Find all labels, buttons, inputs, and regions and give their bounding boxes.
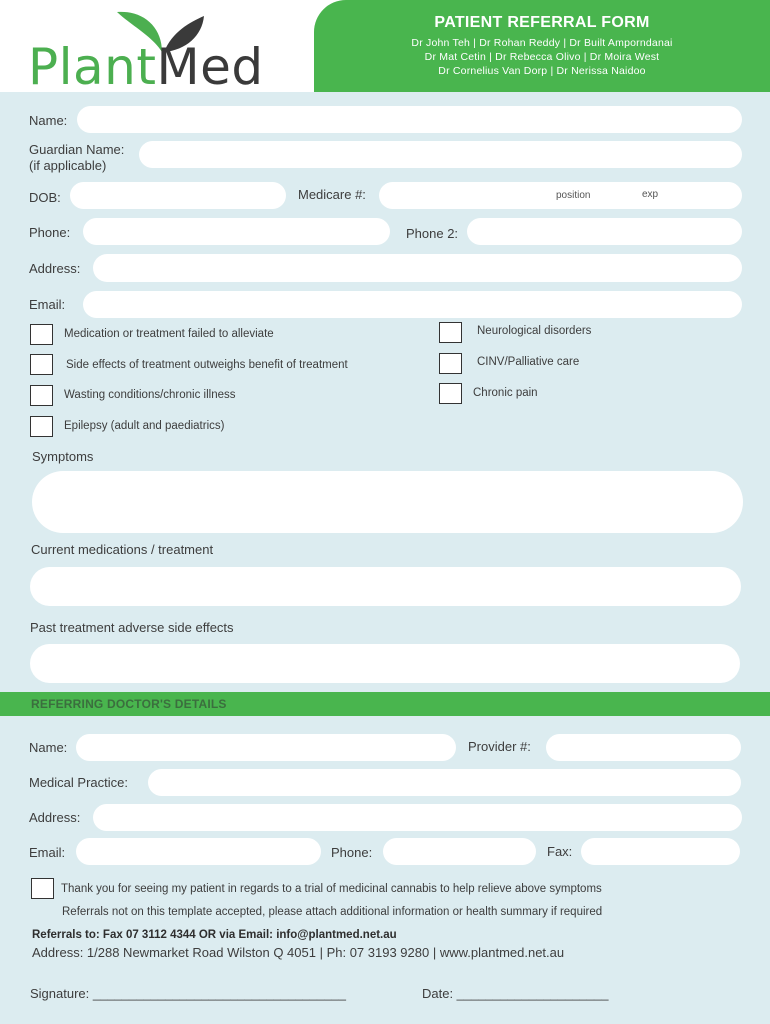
doctor-phone-label: Phone: <box>331 845 373 860</box>
cinv-checkbox[interactable] <box>439 353 462 374</box>
doctor-fax-field[interactable] <box>581 838 740 865</box>
logo-med-text: Med <box>156 38 264 96</box>
patient-name-label: Name: <box>29 113 68 128</box>
current-medications-label: Current medications / treatment <box>31 542 214 557</box>
doctor-fax-label: Fax: <box>547 844 573 859</box>
email-label: Email: <box>29 297 66 312</box>
chronic-pain-checkbox[interactable] <box>439 383 462 404</box>
email-field[interactable] <box>83 291 742 318</box>
medication-failed-label: Medication or treatment failed to alleviate <box>64 328 274 340</box>
medicare-position-hint: position <box>556 190 591 201</box>
side-effects-label: Side effects of treatment outweighs benefit of treatment <box>66 359 348 371</box>
wasting-conditions-label: Wasting conditions/chronic illness <box>64 389 236 401</box>
chronic-pain-label: Chronic pain <box>473 387 538 399</box>
doctor-name-field[interactable] <box>76 734 456 761</box>
neurological-label: Neurological disorders <box>477 325 592 337</box>
provider-field[interactable] <box>546 734 741 761</box>
symptoms-field[interactable] <box>32 471 743 533</box>
phone-field[interactable] <box>83 218 390 245</box>
guardian-name-field[interactable] <box>139 141 742 168</box>
phone2-field[interactable] <box>467 218 742 245</box>
doctors-line-2: Dr Mat Cetin | Dr Rebecca Olivo | Dr Moira West <box>424 51 660 63</box>
clinic-address-text: Address: 1/288 Newmarket Road Wilston Q 4051 | Ph: 07 3193 9280 | www.plantmed.net.au <box>32 945 565 960</box>
provider-label: Provider #: <box>468 739 531 754</box>
medication-failed-checkbox[interactable] <box>30 324 53 345</box>
epilepsy-label: Epilepsy (adult and paediatrics) <box>64 420 225 432</box>
cinv-label: CINV/Palliative care <box>477 356 580 368</box>
doctor-address-field[interactable] <box>93 804 742 831</box>
address-field[interactable] <box>93 254 742 282</box>
medical-practice-field[interactable] <box>148 769 741 796</box>
doctors-line-1: Dr John Teh | Dr Rohan Reddy | Dr Built Amporndanai <box>411 37 673 49</box>
doctor-address-label: Address: <box>29 810 81 825</box>
wasting-conditions-checkbox[interactable] <box>30 385 53 406</box>
neurological-checkbox[interactable] <box>439 322 462 343</box>
side-effects-checkbox[interactable] <box>30 354 53 375</box>
doctor-email-label: Email: <box>29 845 66 860</box>
address-label: Address: <box>29 261 81 276</box>
guardian-name-label: Guardian Name: <box>29 142 125 157</box>
referring-doctor-banner <box>0 692 770 716</box>
thank-you-checkbox[interactable] <box>31 878 54 899</box>
thank-you-text: Thank you for seeing my patient in regards to a trial of medicinal cannabis to help relieve above symptoms <box>61 883 602 895</box>
phone2-label: Phone 2: <box>406 226 459 241</box>
date-line: Date: _____________________ <box>422 986 609 1001</box>
logo-plant-text: Plant <box>28 38 157 96</box>
medicare-exp-hint: exp <box>642 189 659 200</box>
current-medications-field[interactable] <box>30 567 741 606</box>
form-title: PATIENT REFERRAL FORM <box>434 14 650 31</box>
doctor-name-label: Name: <box>29 740 68 755</box>
phone-label: Phone: <box>29 225 71 240</box>
symptoms-label: Symptoms <box>32 449 94 464</box>
past-adverse-label: Past treatment adverse side effects <box>30 620 234 635</box>
doctor-email-field[interactable] <box>76 838 321 865</box>
not-accepted-text: Referrals not on this template accepted, please attach additional information or health summary if required <box>62 906 603 918</box>
form-title-banner <box>314 0 770 92</box>
past-adverse-field[interactable] <box>30 644 740 683</box>
signature-line: Signature: ___________________________________ <box>30 986 346 1001</box>
header-area <box>0 0 770 96</box>
referrals-to-text: Referrals to: Fax 07 3112 4344 OR via Email: info@plantmed.net.au <box>32 929 397 941</box>
medical-practice-label: Medical Practice: <box>29 775 128 790</box>
referring-doctor-title: REFERRING DOCTOR'S DETAILS <box>31 697 227 711</box>
epilepsy-checkbox[interactable] <box>30 416 53 437</box>
logo-wordmark <box>28 38 264 96</box>
doctor-phone-field[interactable] <box>383 838 536 865</box>
dob-field[interactable] <box>70 182 286 209</box>
guardian-name-sublabel: (if applicable) <box>29 158 107 173</box>
patient-name-field[interactable] <box>77 106 742 133</box>
dob-label: DOB: <box>29 190 61 205</box>
doctors-line-3: Dr Cornelius Van Dorp | Dr Nerissa Naidoo <box>438 65 646 77</box>
medicare-label: Medicare #: <box>298 187 366 202</box>
plantmed-logo <box>28 6 318 96</box>
